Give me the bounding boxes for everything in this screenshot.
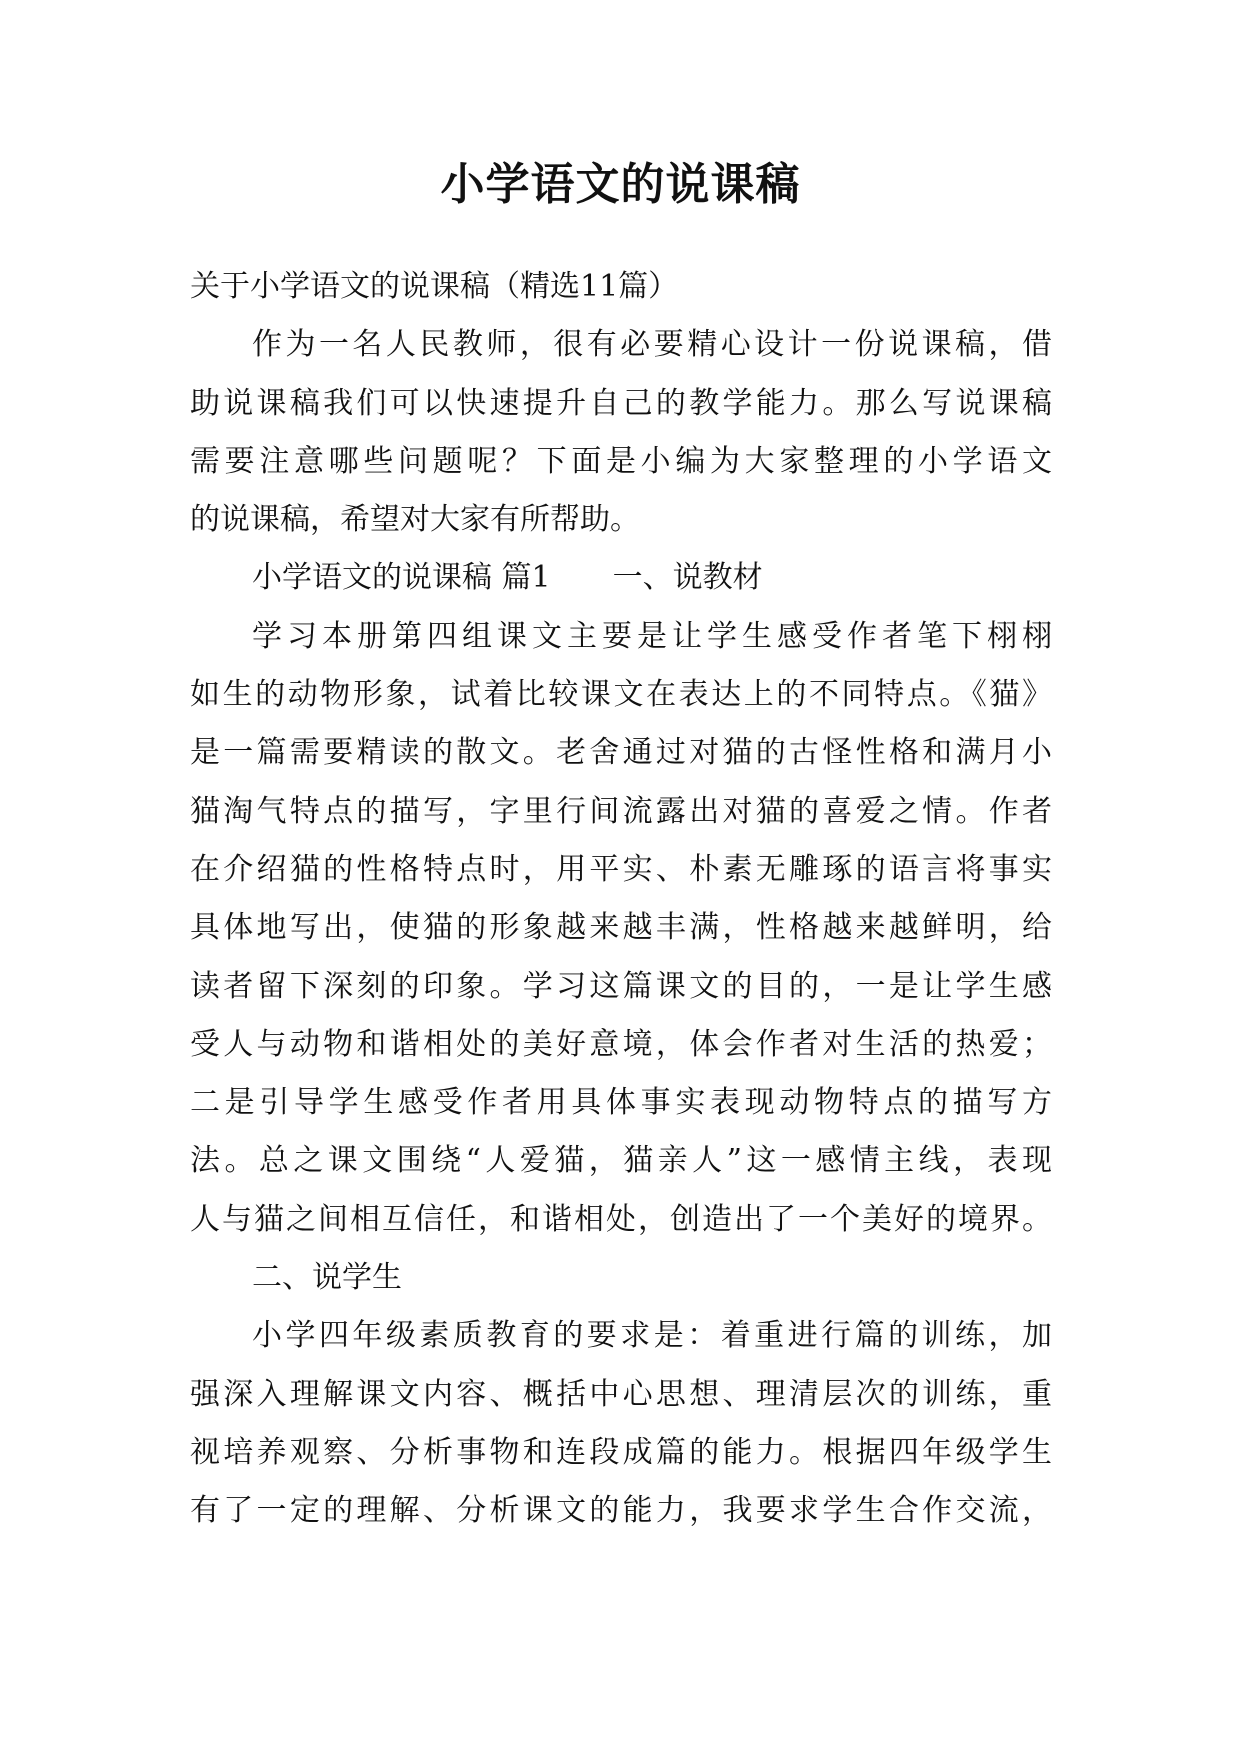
- part-heading: 一、说教材: [612, 560, 763, 596]
- document-title: 小学语文的说课稿: [440, 159, 801, 210]
- section-heading: [190, 549, 1052, 607]
- paragraph-line: 有了一定的理解、分析课文的能力，我要求学生合作交流，: [190, 1493, 1052, 1529]
- paragraph-line: 受人与动物和谐相处的美好意境，体会作者对生活的热爱；: [190, 1026, 1052, 1062]
- document-subtitle: 关于小学语文的说课稿（精选11篇）: [190, 269, 679, 304]
- paragraph-line: 强深入理解课文内容、概括中心思想、理清层次的训练，重: [190, 1376, 1052, 1412]
- paragraph-line: 需要注意哪些问题呢？下面是小编为大家整理的小学语文: [190, 443, 1052, 479]
- paragraph-line: 学习本册第四组课文主要是让学生感受作者笔下栩栩: [252, 618, 1052, 654]
- paragraph-line: 作为一名人民教师，很有必要精心设计一份说课稿，借: [252, 327, 1052, 363]
- paragraph-line: 二是引导学生感受作者用具体事实表现动物特点的描写方: [190, 1085, 1052, 1121]
- document-body: [190, 258, 1052, 1541]
- paragraph-line: 人与猫之间相互信任，和谐相处，创造出了一个美好的境界。: [190, 1201, 1052, 1237]
- paragraph-line: 如生的动物形象，试着比较课文在表达上的不同特点。《猫》: [190, 677, 1052, 713]
- paragraph-line: 助说课稿我们可以快速提升自己的教学能力。那么写说课稿: [190, 385, 1052, 421]
- paragraph-line: 小学四年级素质教育的要求是：着重进行篇的训练，加: [252, 1318, 1052, 1354]
- paragraph-line: 视培养观察、分析事物和连段成篇的能力。根据四年级学生: [190, 1434, 1052, 1470]
- paragraph-line: 猫淘气特点的描写，字里行间流露出对猫的喜爱之情。作者: [190, 793, 1052, 829]
- paragraph-line: 是一篇需要精读的散文。老舍通过对猫的古怪性格和满月小: [190, 735, 1052, 771]
- paragraph-line: 在介绍猫的性格特点时，用平实、朴素无雕琢的语言将事实: [190, 851, 1052, 887]
- paragraph-line: 读者留下深刻的印象。学习这篇课文的目的，一是让学生感: [190, 968, 1052, 1004]
- article-heading: 小学语文的说课稿 篇1: [252, 560, 551, 596]
- students-heading: 二、说学生: [252, 1260, 402, 1296]
- paragraph-line: 法。总之课文围绕“人爱猫，猫亲人”这一感情主线，表现: [190, 1143, 1052, 1179]
- paragraph-line: 的说课稿，希望对大家有所帮助。: [190, 502, 640, 538]
- paragraph-line: 具体地写出，使猫的形象越来越丰满，性格越来越鲜明，给: [190, 910, 1052, 946]
